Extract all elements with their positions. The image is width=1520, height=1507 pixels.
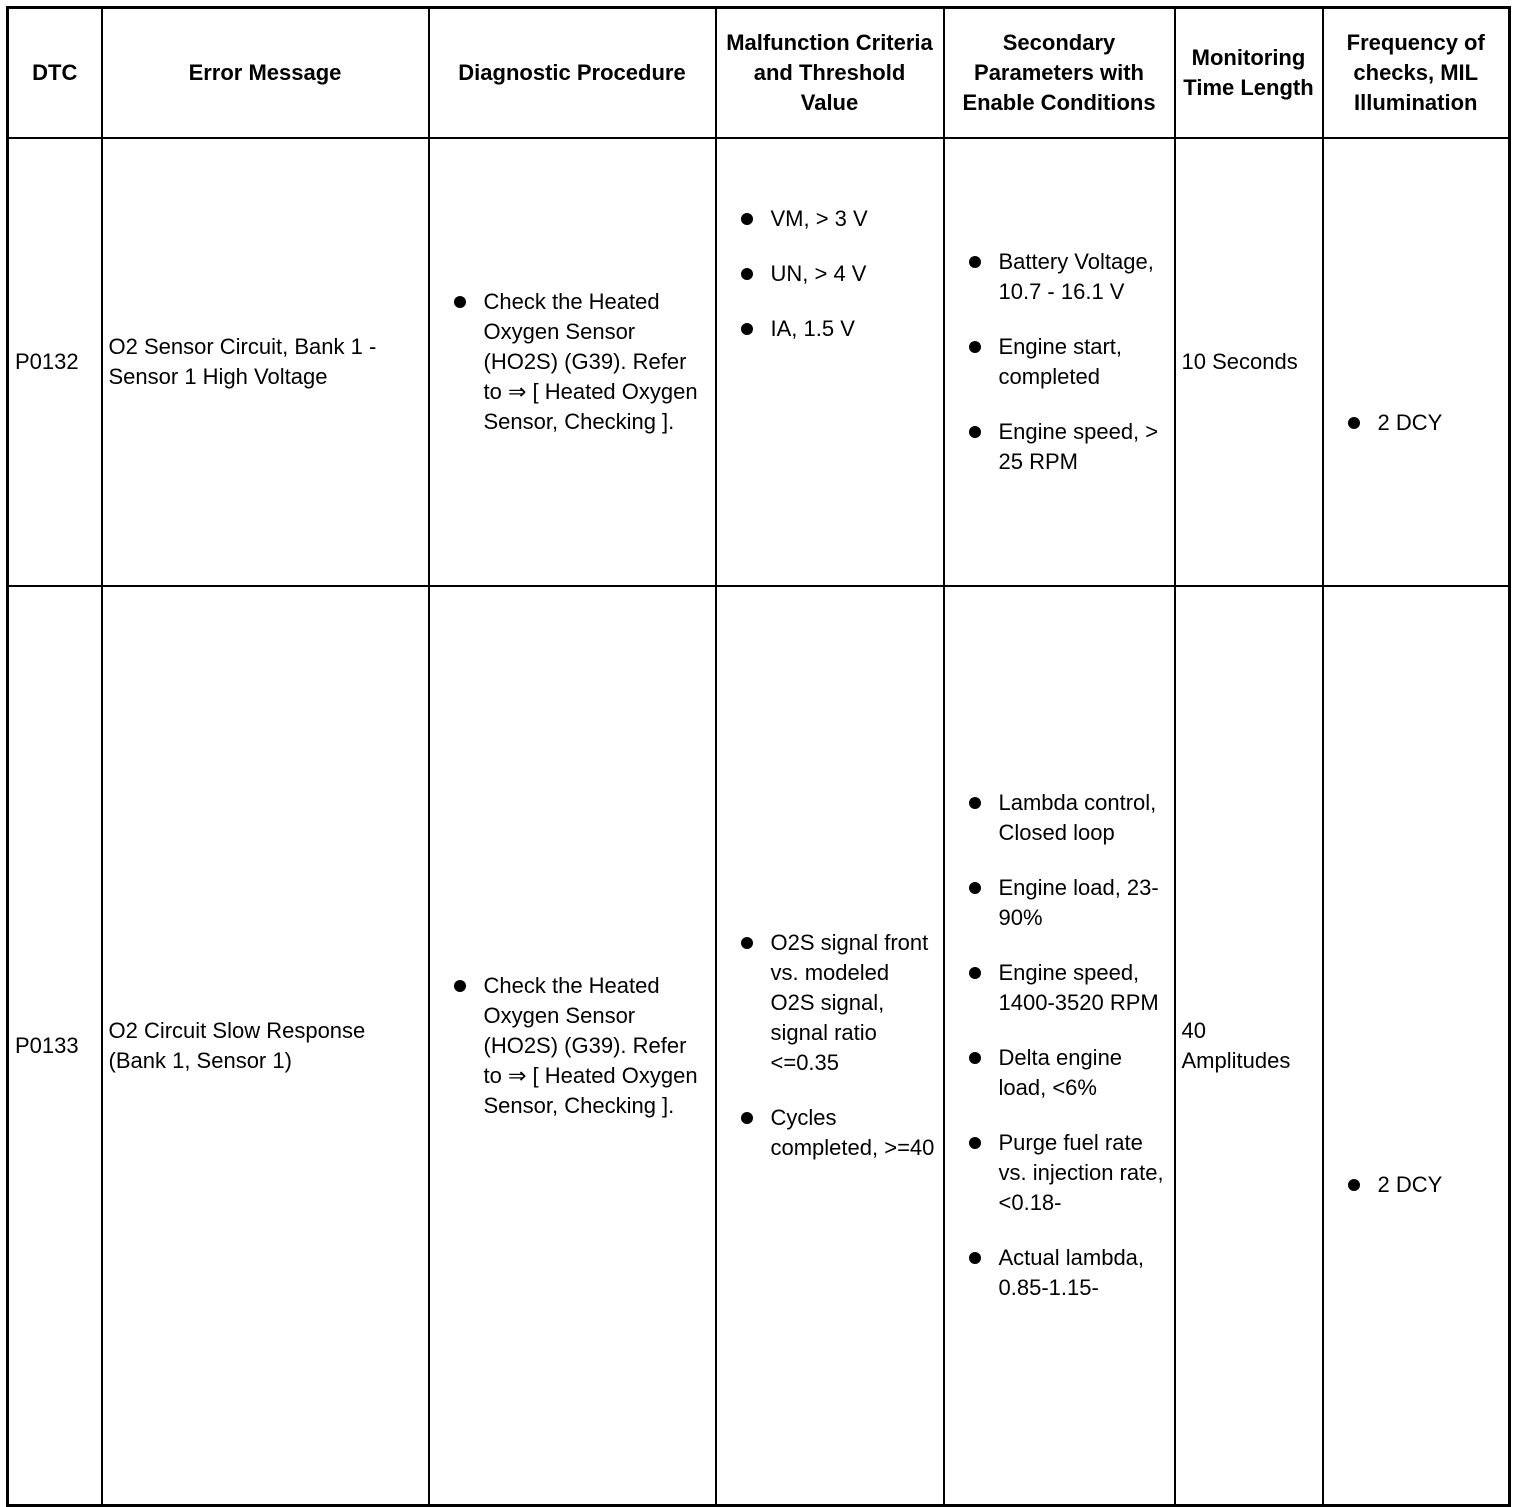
secondary-item: Lambda control, Closed loop	[951, 788, 1168, 848]
secondary-item: Actual lambda, 0.85-1.15-	[951, 1243, 1168, 1303]
header-frequency: Frequency of checks, MIL Illumination	[1323, 8, 1510, 139]
header-monitoring-time: Monitoring Time Length	[1175, 8, 1323, 139]
malfunction-criteria	[716, 138, 944, 586]
secondary-parameters	[944, 586, 1175, 1506]
dtc-code: P0133	[8, 586, 102, 1506]
procedure-item: Check the Heated Oxygen Sensor (HO2S) (G39). Refer to ⇒ [ Heated Oxygen Sensor, Checking ].	[436, 971, 709, 1121]
malfunction-criteria	[716, 586, 944, 1506]
secondary-item: Engine start, completed	[951, 332, 1168, 392]
secondary-item: Engine speed, > 25 RPM	[951, 417, 1168, 477]
monitoring-time: 40 Amplitudes	[1175, 586, 1323, 1506]
header-malfunction-criteria: Malfunction Criteria and Threshold Value	[716, 8, 944, 139]
frequency	[1323, 586, 1510, 1506]
criteria-item: Cycles completed, >=40	[723, 1103, 937, 1163]
secondary-item: Engine load, 23-90%	[951, 873, 1168, 933]
criteria-item: VM, > 3 V	[723, 204, 937, 234]
procedure-item: Check the Heated Oxygen Sensor (HO2S) (G39). Refer to ⇒ [ Heated Oxygen Sensor, Checking ].	[436, 287, 709, 437]
error-message: O2 Sensor Circuit, Bank 1 - Sensor 1 High Voltage	[102, 138, 429, 586]
diagnostic-procedure	[429, 138, 716, 586]
header-row	[8, 8, 1510, 139]
secondary-item: Delta engine load, <6%	[951, 1043, 1168, 1103]
header-error-message: Error Message	[102, 8, 429, 139]
error-message: O2 Circuit Slow Response (Bank 1, Sensor 1)	[102, 586, 429, 1506]
criteria-item: IA, 1.5 V	[723, 314, 937, 344]
table-row	[8, 586, 1510, 1506]
frequency-item: 2 DCY	[1330, 408, 1503, 438]
criteria-item: O2S signal front vs. modeled O2S signal, signal ratio <=0.35	[723, 928, 937, 1078]
dtc-code: P0132	[8, 138, 102, 586]
table-row	[8, 138, 1510, 586]
header-diagnostic-procedure: Diagnostic Procedure	[429, 8, 716, 139]
diagnostic-procedure	[429, 586, 716, 1506]
frequency	[1323, 138, 1510, 586]
dtc-table	[6, 6, 1511, 1507]
frequency-item: 2 DCY	[1330, 1170, 1503, 1200]
secondary-item: Engine speed, 1400-3520 RPM	[951, 958, 1168, 1018]
header-dtc: DTC	[8, 8, 102, 139]
secondary-item: Battery Voltage, 10.7 - 16.1 V	[951, 247, 1168, 307]
criteria-item: UN, > 4 V	[723, 259, 937, 289]
monitoring-time: 10 Seconds	[1175, 138, 1323, 586]
secondary-item: Purge fuel rate vs. injection rate, <0.18-	[951, 1128, 1168, 1218]
secondary-parameters	[944, 138, 1175, 586]
header-secondary-parameters: Secondary Parameters with Enable Conditions	[944, 8, 1175, 139]
